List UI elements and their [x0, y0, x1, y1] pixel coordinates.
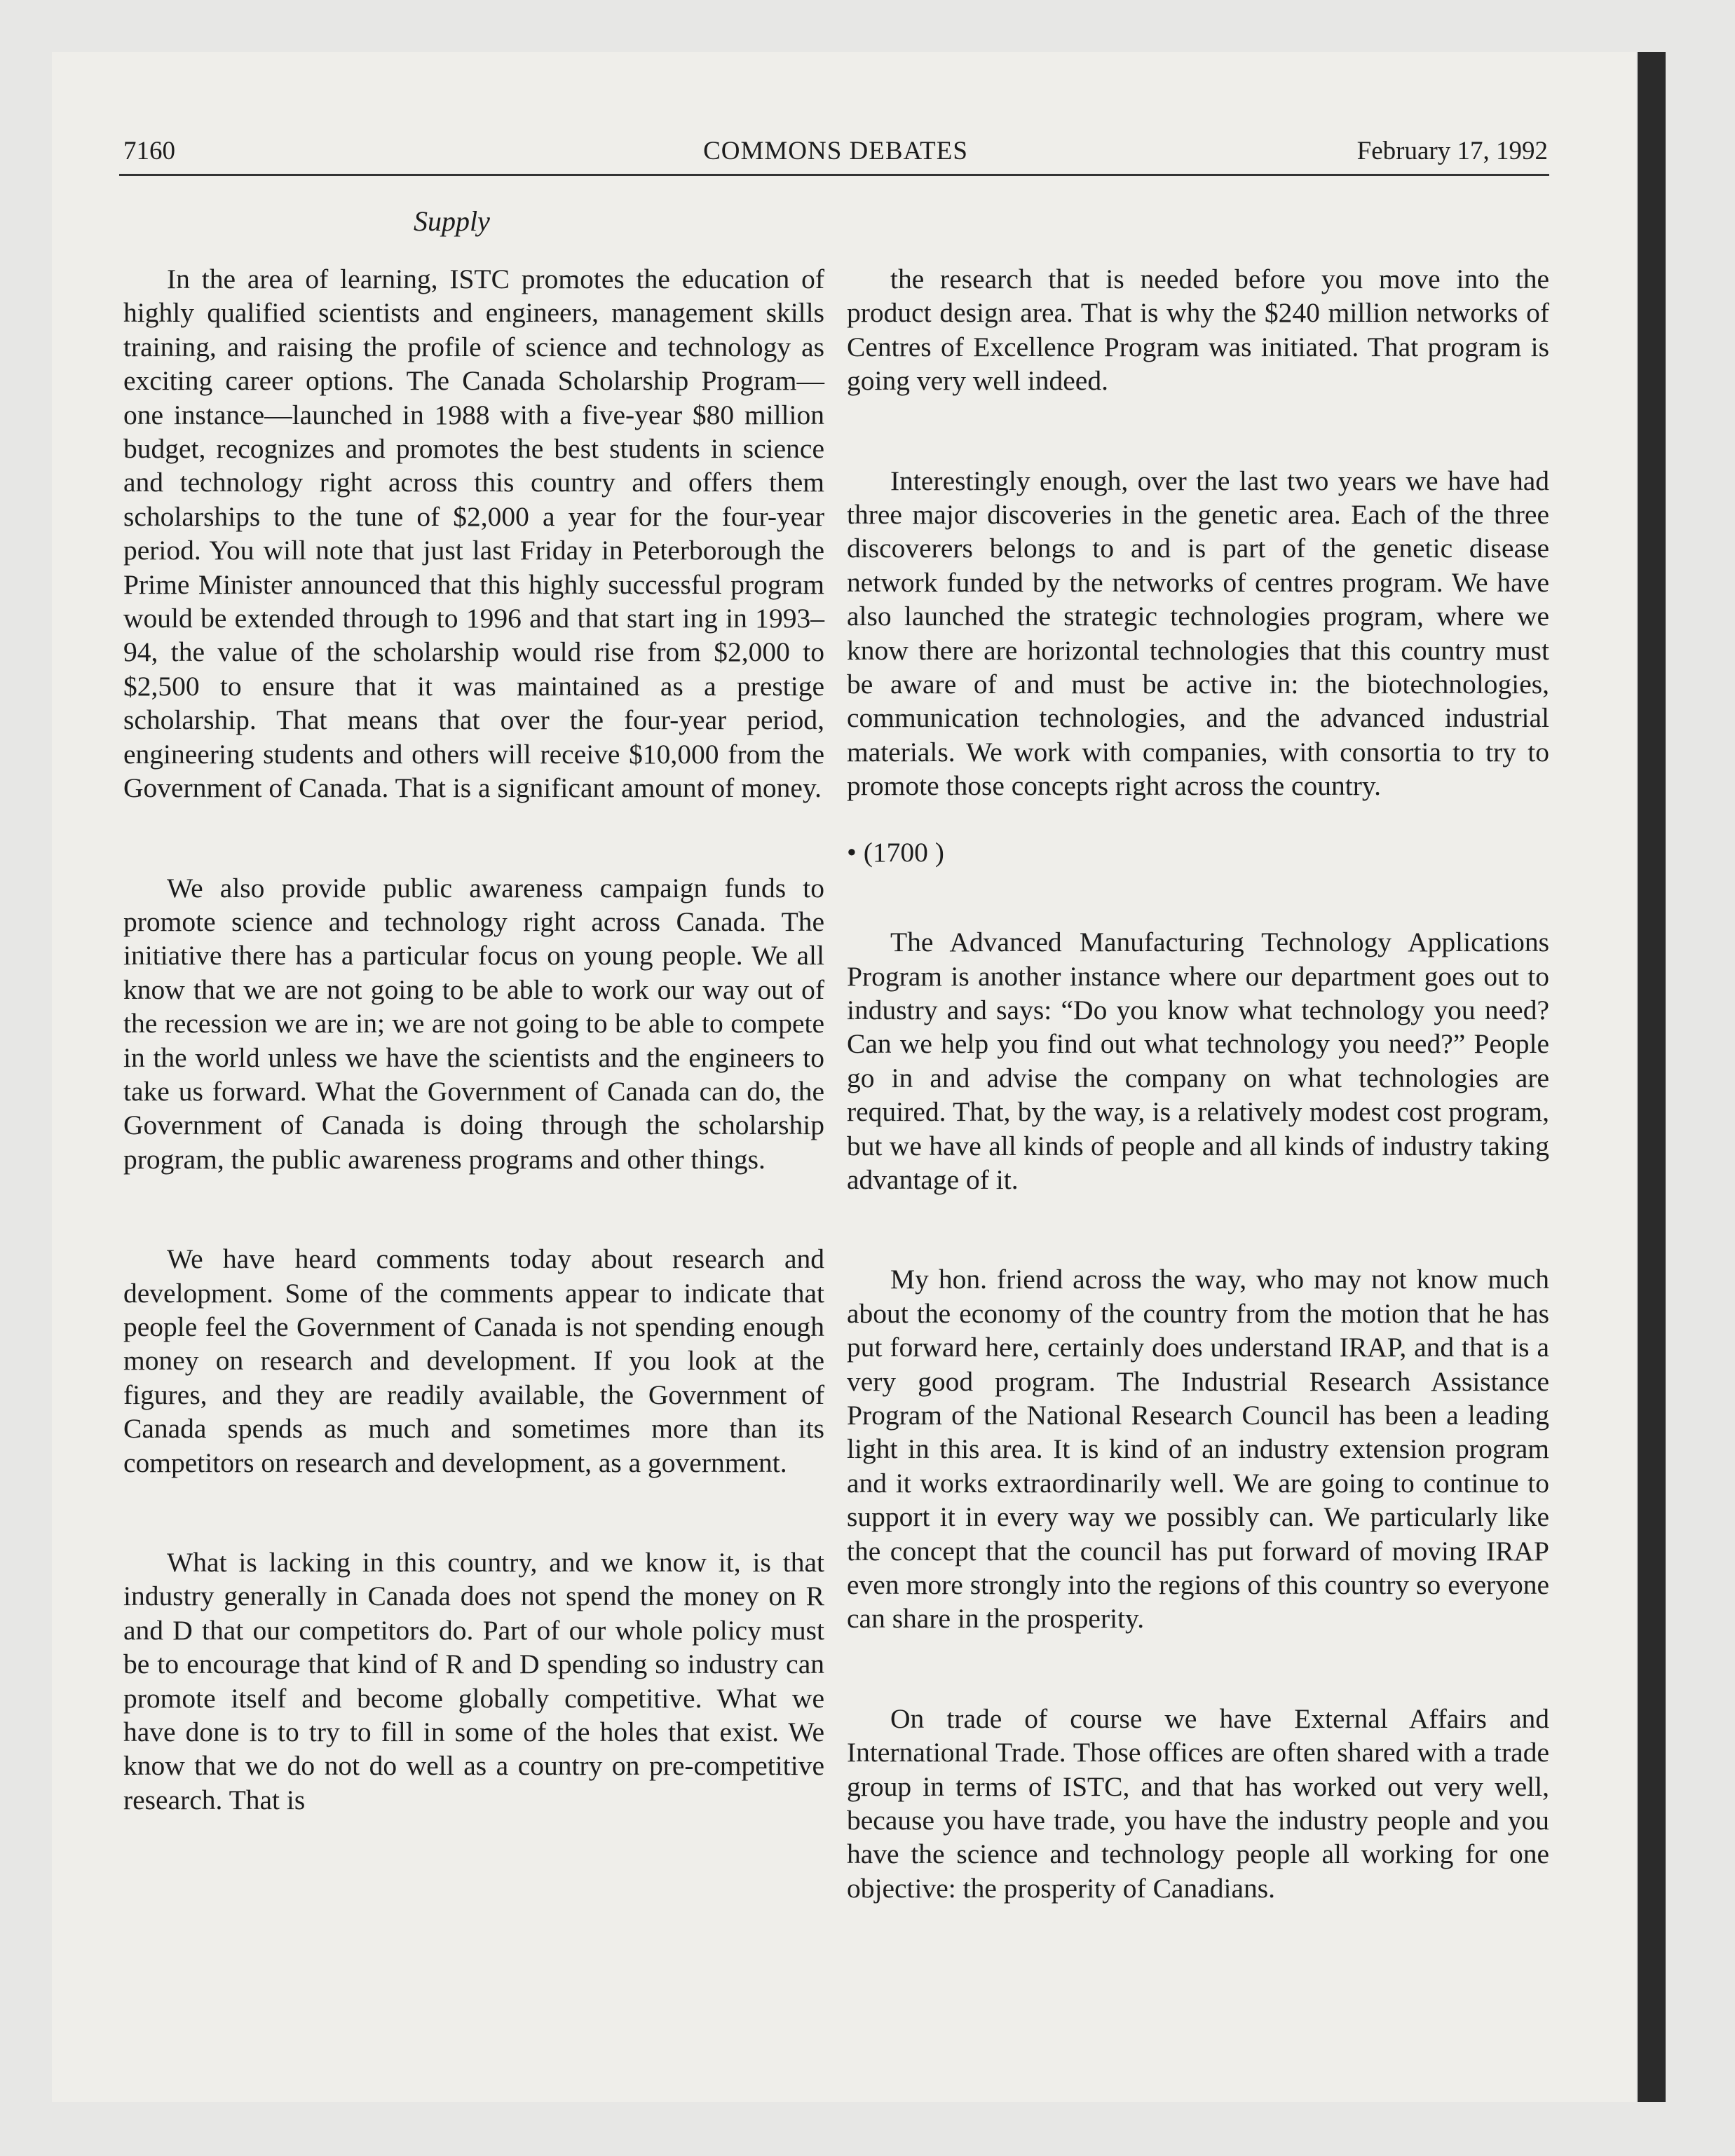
paragraph: What is lacking in this country, and we know it, is that industry generally in Canada does not spend the money on R and D that our competitors do. Part of our whole policy must be to encourage that kind of R and D spending so industry can promote itself and become globally competitive. What we have done is to try to fill in some of the holes that exist. We know that we do not do well as a country on pre-competitive research. That is	[123, 1547, 824, 1815]
scan-edge-shadow	[1638, 52, 1666, 2102]
publication-title: COMMONS DEBATES	[703, 137, 968, 165]
header-date: February 17, 1992	[1356, 137, 1548, 165]
right-column	[847, 262, 1549, 1905]
paragraph: My hon. friend across the way, who may not know much about the economy of the country from the motion that he has put forward here, certainly does understand IRAP, and that is a very good program. The Industrial Research Assistance Program of the National Research Council has been a leading light in this area. It is kind of an industry extension program and it works extraordinarily well. We are going to continue to support it in every way we possibly can. We particularly like the concept that the council has put forward of moving IRAP even more strongly into the regions of this country so everyone can share in the prosperity.	[847, 1264, 1549, 1635]
paragraph: Interestingly enough, over the last two years we have had three major discoveries in the genetic area. Each of the three discoverers belongs to and is part of the genetic disease network funded by the networks of centres program. We have also launched the strategic technologies program, where we know there are horizontal technologies that this country must be aware of and must be active in: the biotechnologies, communication technologies, and the advanced industrial materials. We work with companies, with consortia to try to promote those concepts right across the country.	[847, 465, 1549, 802]
paragraph: We have heard comments today about research and development. Some of the comments appear to indicate that people feel the Government of Canada is not spending enough money on research and development. If you look at the figures, and they are readily available, the Government of Canada spends as much and sometimes more than its competitors on research and development, as a government.	[123, 1243, 824, 1478]
section-title: Supply	[414, 205, 490, 237]
page-number: 7160	[123, 137, 175, 165]
paragraph: We also provide public awareness campaign funds to promote science and technology right across Canada. The initiative there has a particular focus on young people. We all know that we are not going to be able to work our way out of the recession we are in; we are not going to be able to compete in the world unless we have the scientists and the engineers to take us forward. What the Government of Canada can do, the Government of Canada is doing through the scholarship program, the public awareness programs and other things.	[123, 872, 824, 1175]
paragraph: On trade of course we have External Affairs and International Trade. Those offices are often shared with a trade group in terms of ISTC, and that has worked out very well, because you have trade, you have the industry people and you have the science and technology people all working for one objective: the prosperity of Canadians.	[847, 1703, 1549, 1904]
paragraph: the research that is needed before you move into the product design area. That is why the $240 million networks of Centres of Excellence Program was initiated. That program is going very well indeed.	[847, 264, 1549, 397]
page-header	[123, 136, 1548, 178]
header-rule	[119, 174, 1549, 176]
paragraph: The Advanced Manufacturing Technology Applications Program is another instance where our department goes out to industry and says: “Do you know what technology you need? Can we help you find out what technology you need?” People go in and advise the company on what technologies are required. That, by the way, is a relatively modest cost program, but we have all kinds of people and all kinds of industry taking advantage of it.	[847, 927, 1549, 1195]
time-stamp: • (1700 )	[847, 836, 944, 868]
left-column	[123, 262, 824, 1817]
paragraph: In the area of learning, ISTC promotes the education of highly qualified scientists and engineers, management skills training, and raising the profile of science and technology as exciting career options. The Canada Scholarship Program—one instance—launched in 1988 with a five-year $80 million budget, recognizes and promotes the best students in science and technology right across this country and offers them scholarships to the tune of $2,000 a year for the four-year period. You will note that just last Friday in Peterborough the Prime Minister announced that this highly successful program would be extended through to 1996 and that start ing in 1993–94, the value of the scholarship would rise from $2,000 to $2,500 to ensure that it was maintained as a prestige scholarship. That means that over the four-year period, engineering students and others will receive $10,000 from the Government of Canada. That is a significant amount of money.	[123, 264, 824, 804]
